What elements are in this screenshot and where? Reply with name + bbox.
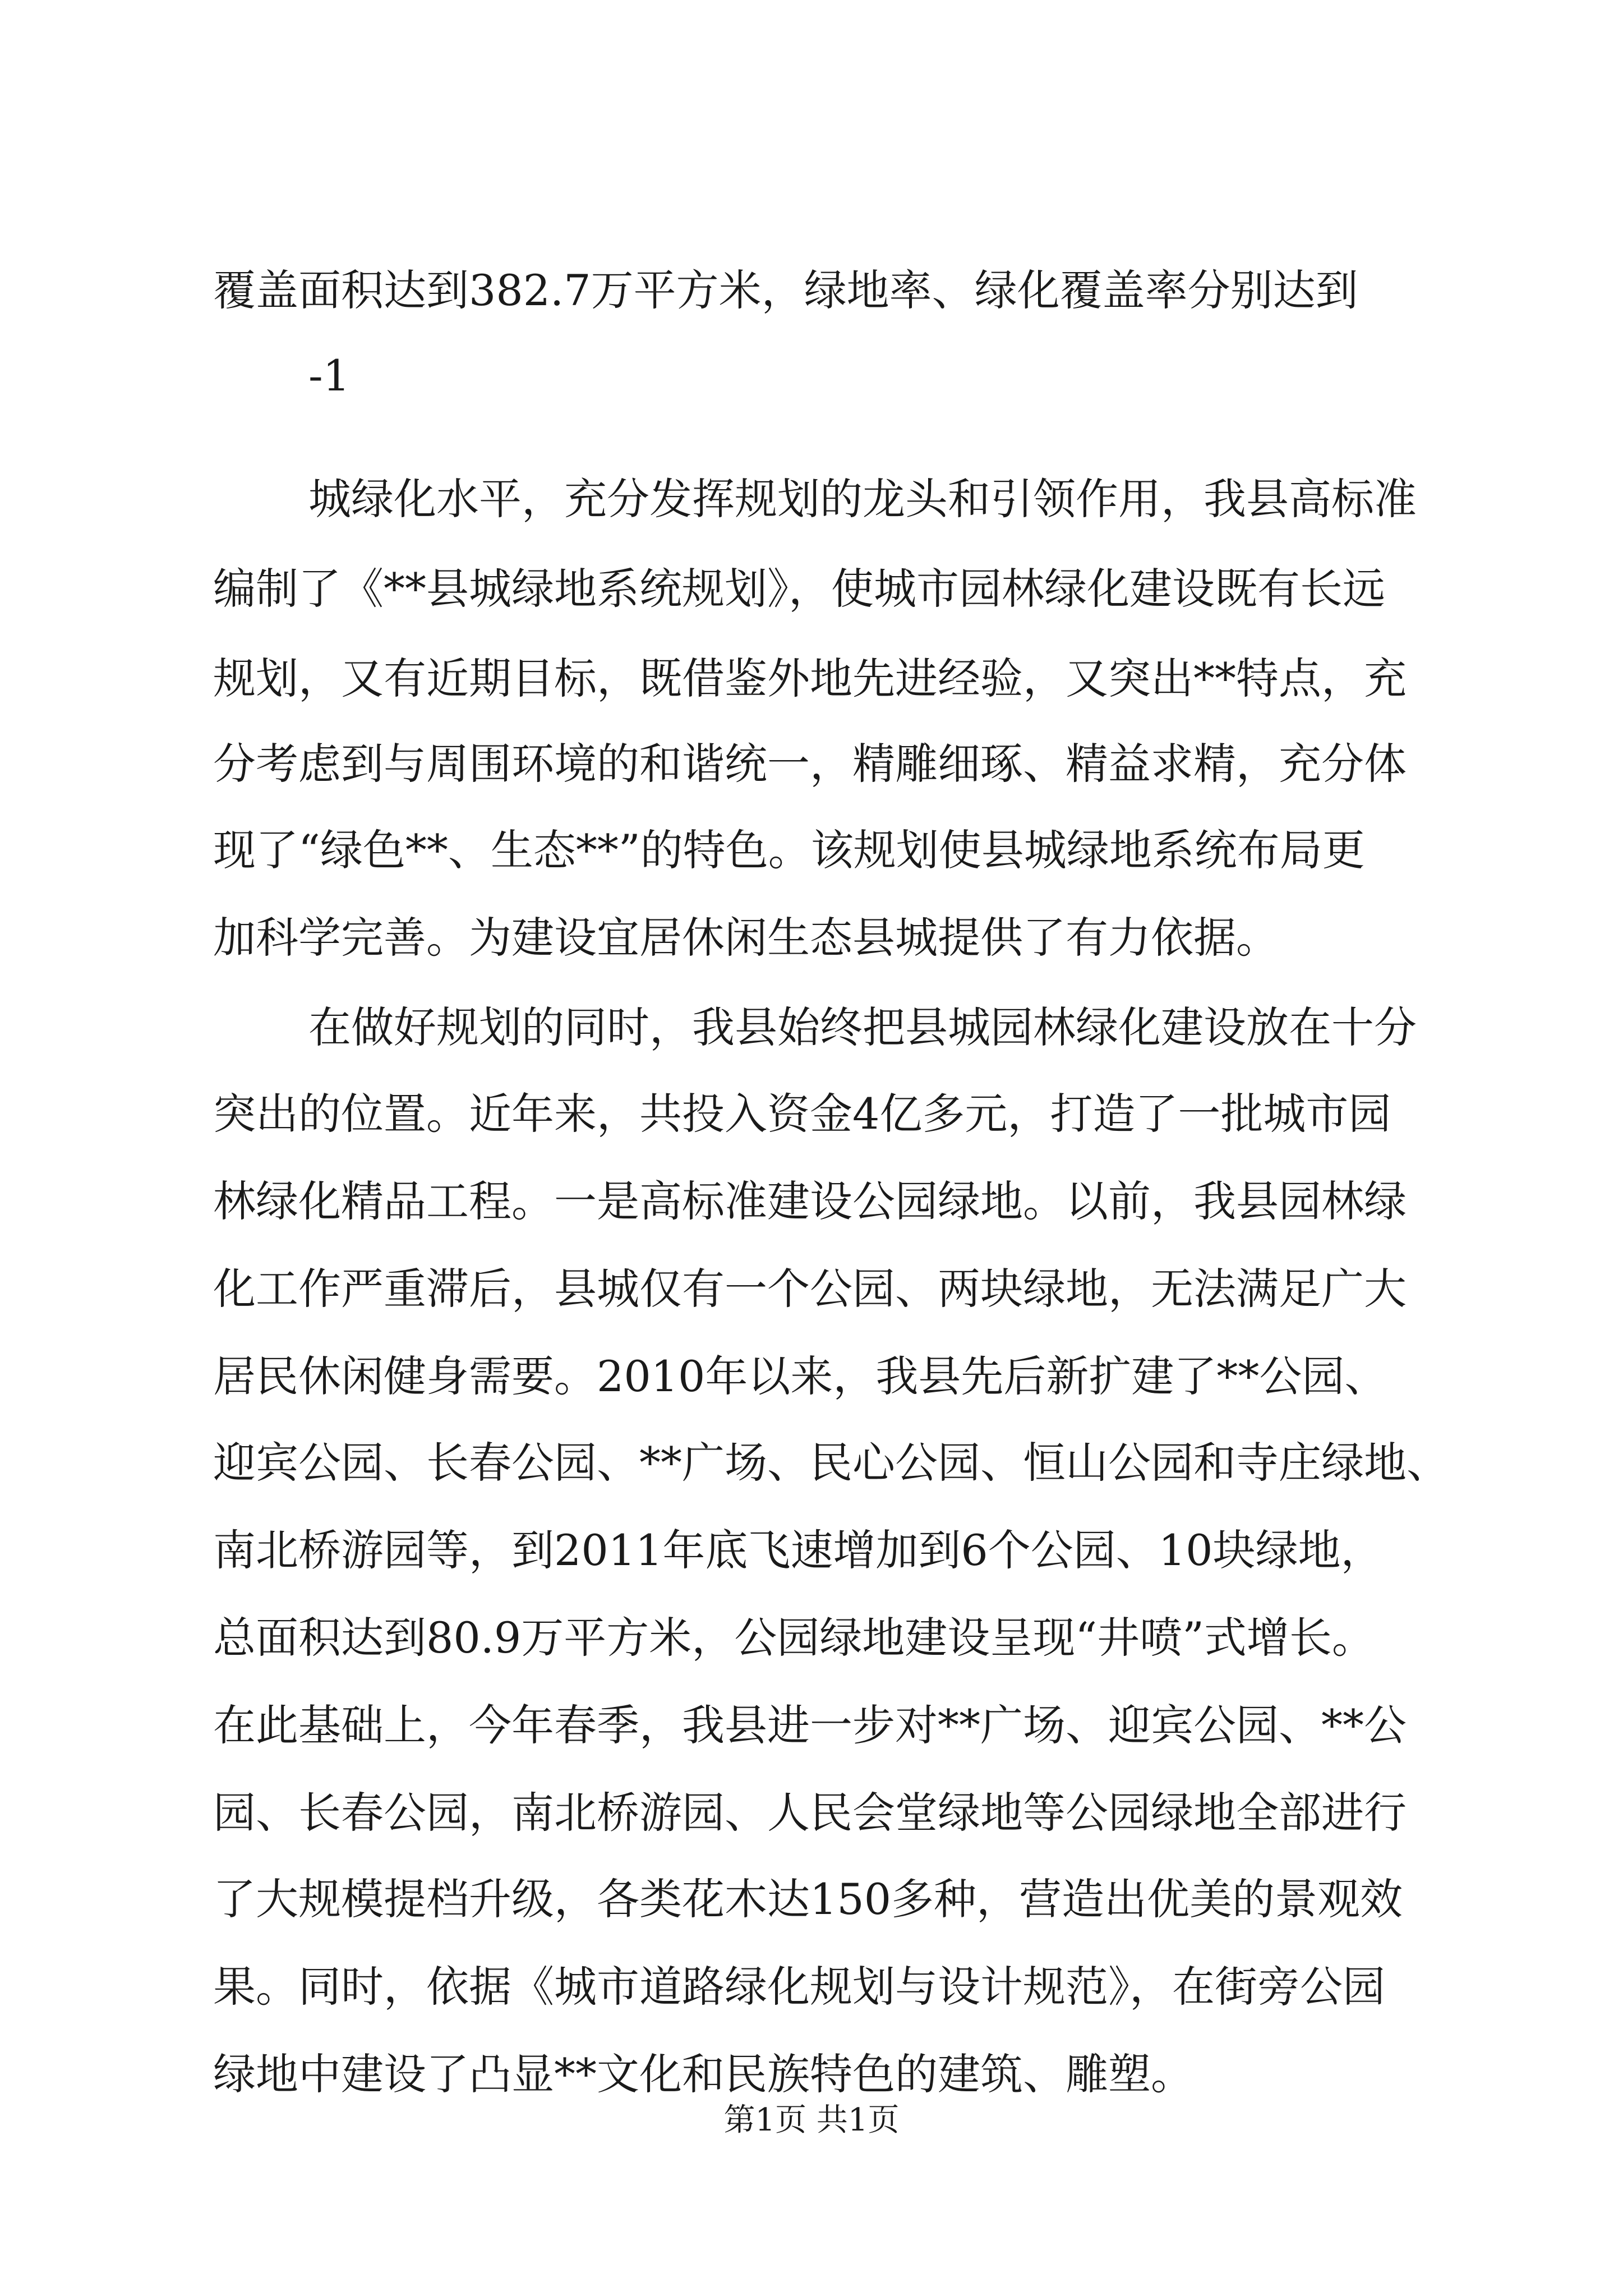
text-line: 化工作严重滞后，县城仅有一个公园、两块绿地，无法满足广大 (213, 1264, 1407, 1314)
text-line: 林绿化精品工程。一是高标准建设公园绿地。以前，我县园林绿 (213, 1176, 1407, 1226)
text-line: 迎宾公园、长春公园、**广场、民心公园、恒山公园和寺庄绿地、 (213, 1438, 1449, 1488)
text-line: 了大规模提档升级，各类花木达150多种，营造出优美的景观效 (213, 1874, 1403, 1924)
text-line: 南北桥游园等，到2011年底飞速增加到6个公园、10块绿地， (213, 1525, 1384, 1575)
text-line: -1 (308, 351, 351, 401)
text-line: 园、长春公园，南北桥游园、人民会堂绿地等公园绿地全部进行 (213, 1788, 1407, 1838)
text-line: 加科学完善。为建设宜居休闲生态县城提供了有力依据。 (213, 913, 1279, 963)
text-line: 突出的位置。近年来，共投入资金4亿多元，打造了一批城市园 (213, 1089, 1391, 1139)
page-number-footer: 第1页 共1页 (723, 2102, 900, 2138)
text-line: 分考虑到与周围环境的和谐统一，精雕细琢、精益求精，充分体 (213, 739, 1407, 789)
text-line: 现了“绿色**、生态**”的特色。该规划使县城绿地系统布局更 (213, 825, 1365, 875)
text-line: 覆盖面积达到382.7万平方米，绿地率、绿化覆盖率分别达到 (213, 265, 1358, 315)
paragraph-start-line: 城绿化水平，充分发挥规划的龙头和引领作用，我县高标准 (308, 474, 1417, 524)
text-line: 绿地中建设了凸显**文化和民族特色的建筑、雕塑。 (213, 2049, 1193, 2099)
text-line: 居民休闲健身需要。2010年以来，我县先后新扩建了**公园、 (213, 1351, 1387, 1401)
text-line: 果。同时，依据《城市道路绿化规划与设计规范》，在街旁公园 (213, 1962, 1385, 2012)
text-line: 规划，又有近期目标，既借鉴外地先进经验，又突出**特点，充 (213, 654, 1407, 703)
text-line: 编制了《**县城绿地系统规划》，使城市园林绿化建设既有长远 (213, 564, 1385, 614)
paragraph-start-line: 在做好规划的同时，我县始终把县城园林绿化建设放在十分 (308, 1002, 1417, 1052)
text-line: 总面积达到80.9万平方米，公园绿地建设呈现“井喷”式增长。 (213, 1613, 1375, 1663)
text-line: 在此基础上，今年春季，我县进一步对**广场、迎宾公园、**公 (213, 1700, 1407, 1750)
